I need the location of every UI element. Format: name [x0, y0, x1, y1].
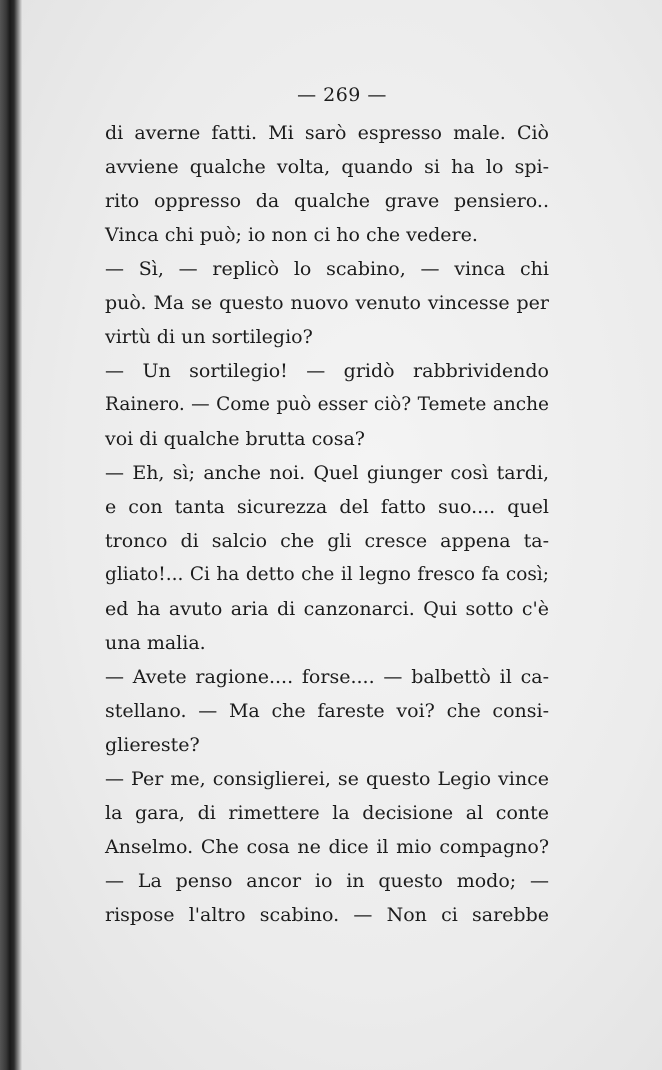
text-line: — Eh, sì; anche noi. Quel giunger così tardi, — [105, 462, 549, 484]
text-line: — La penso ancor io in questo modo; — — [105, 870, 549, 892]
text-line: Rainero. — Come può esser ciò? Temete anche — [105, 394, 549, 415]
text-line: rito oppresso da qualche grave pensiero.. — [105, 190, 549, 212]
text-line: stellano. — Ma che fareste voi? che consi- — [105, 700, 549, 722]
page-number: — 269 — — [297, 84, 387, 106]
text-line: — Sì, — replicò lo scabino, — vinca chi — [105, 258, 549, 280]
text-line: virtù di un sortilegio? — [105, 326, 313, 348]
text-line: può. Ma se questo nuovo venuto vincesse per — [105, 292, 549, 314]
text-line: avviene qualche volta, quando si ha lo spi- — [105, 156, 549, 178]
text-line: e con tanta sicurezza del fatto suo.... quel — [105, 496, 549, 518]
text-line: voi di qualche brutta cosa? — [105, 428, 365, 450]
text-line: — Per me, consiglierei, se questo Legio vince — [105, 768, 549, 790]
text-line: rispose l'altro scabino. — Non ci sarebbe — [105, 904, 549, 926]
text-line: Anselmo. Che cosa ne dice il mio compagno? — [105, 836, 549, 858]
text-line: — Un sortilegio! — gridò rabbrividendo — [105, 360, 549, 382]
text-line: gliato!... Ci ha detto che il legno fresco fa così; — [105, 564, 549, 585]
body-text — [105, 116, 549, 932]
text-line: — Avete ragione.... forse.... — balbettò il ca- — [105, 666, 549, 688]
text-line: tronco di salcio che gli cresce appena ta- — [105, 530, 549, 552]
text-line: gliereste? — [105, 734, 200, 756]
text-line: ed ha avuto aria di canzonarci. Qui sotto c'è — [105, 598, 549, 620]
text-line: di averne fatti. Mi sarò espresso male. Ciò — [105, 122, 549, 144]
book-page — [22, 0, 662, 1070]
book-spine-shadow — [0, 0, 22, 1070]
text-line: una malia. — [105, 632, 206, 654]
text-line: Vinca chi può; io non ci ho che vedere. — [105, 224, 478, 246]
text-line: la gara, di rimettere la decisione al conte — [105, 802, 549, 824]
